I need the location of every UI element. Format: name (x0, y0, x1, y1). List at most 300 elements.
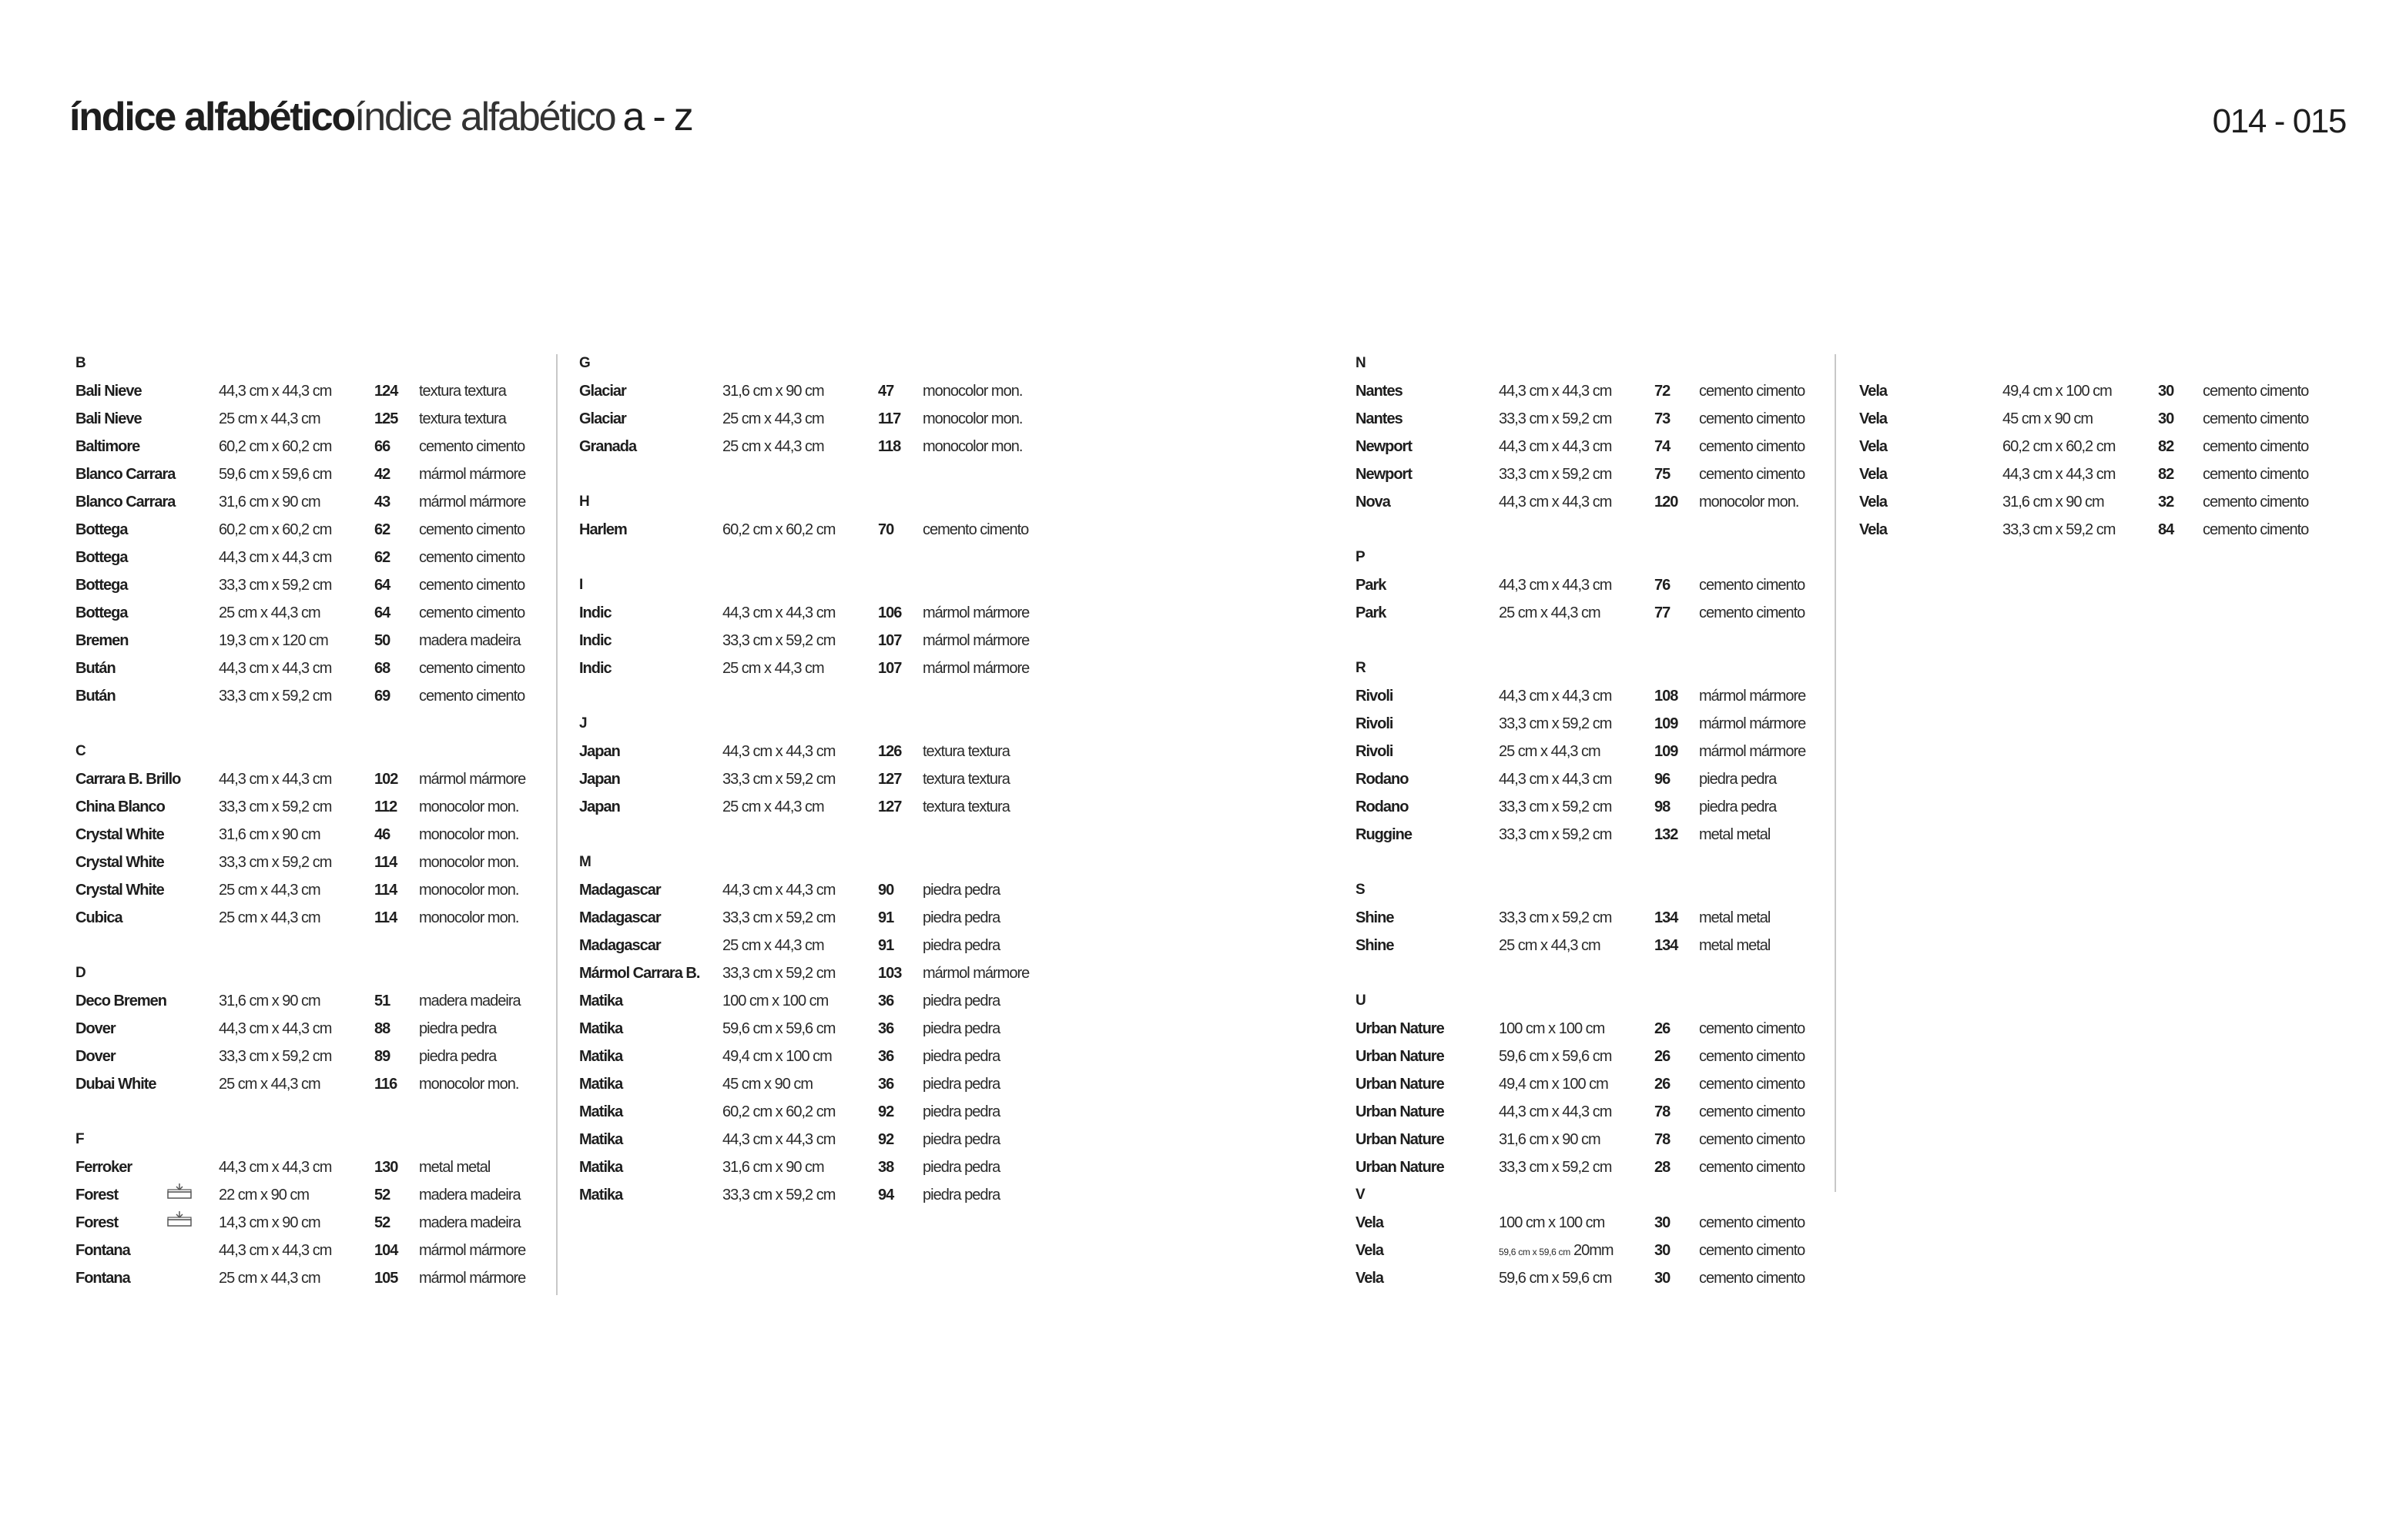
product-name: Shine (1356, 909, 1394, 926)
section-letter: H (579, 494, 590, 510)
material: cemento cimento (1699, 466, 1805, 483)
product-size: 44,3 cm x 44,3 cm (1499, 771, 1612, 788)
product-name: Bali Nieve (75, 410, 142, 427)
index-row (75, 599, 525, 627)
page-number: 77 (1654, 604, 1671, 621)
index-row (579, 654, 1030, 682)
product-size: 33,3 cm x 59,2 cm (2002, 521, 2116, 538)
product-size: 25 cm x 44,3 cm (722, 410, 824, 427)
material: cemento cimento (2203, 466, 2309, 483)
page-number: 36 (878, 1048, 894, 1065)
material: cemento cimento (923, 521, 1029, 538)
product-size-small: 59,6 cm x 59,6 cm (1499, 1247, 1570, 1257)
section-letter: F (75, 1131, 85, 1147)
page-number: 64 (374, 577, 390, 594)
material: cemento cimento (1699, 1159, 1805, 1176)
page-number: 50 (374, 632, 390, 649)
material: cemento cimento (419, 438, 525, 455)
product-name: Harlem (579, 521, 627, 538)
page-number: 68 (374, 660, 390, 677)
material: madera madeira (419, 993, 521, 1009)
page-number: 32 (2158, 494, 2174, 511)
product-name: Madagascar (579, 882, 661, 899)
index-row (1356, 738, 1806, 765)
material: mármol mármore (419, 494, 526, 511)
product-size: 25 cm x 44,3 cm (1499, 937, 1600, 954)
material: cemento cimento (1699, 383, 1805, 400)
product-size: 31,6 cm x 90 cm (219, 993, 320, 1009)
material: cemento cimento (419, 577, 525, 594)
product-name: Blanco Carrara (75, 494, 176, 511)
product-size: 31,6 cm x 90 cm (219, 826, 320, 843)
material: mármol mármore (1699, 743, 1806, 760)
product-name: Dover (75, 1020, 116, 1037)
index-column-1 (75, 350, 526, 1292)
product-size: 44,3 cm x 44,3 cm (722, 1131, 836, 1148)
section-letter: D (75, 965, 86, 981)
product-size: 25 cm x 44,3 cm (1499, 743, 1600, 760)
product-size: 33,3 cm x 59,2 cm (722, 909, 836, 926)
product-size: 44,3 cm x 44,3 cm (1499, 494, 1612, 511)
section-spacer (579, 460, 591, 488)
product-size: 25 cm x 44,3 cm (219, 604, 320, 621)
material: mármol mármore (419, 466, 526, 483)
page-number: 70 (878, 521, 894, 538)
index-row (75, 1209, 521, 1237)
product-name: Bremen (75, 632, 129, 649)
index-row (75, 1043, 497, 1070)
product-name: Indic (579, 604, 612, 621)
product-size: 44,3 cm x 44,3 cm (1499, 438, 1612, 455)
index-section (579, 571, 1030, 682)
section-letter: V (1356, 1187, 1366, 1203)
material: metal metal (1699, 937, 1771, 954)
material: piedra pedra (923, 937, 1000, 954)
index-row (1356, 710, 1806, 738)
material: piedra pedra (923, 1187, 1000, 1204)
index-row (75, 544, 525, 571)
material: cemento cimento (1699, 1103, 1805, 1120)
page-number: 72 (1654, 383, 1671, 400)
page-number: 124 (374, 383, 398, 400)
product-name: Vela (1356, 1242, 1384, 1259)
page-number: 103 (878, 965, 902, 982)
product-size: 44,3 cm x 44,3 cm (722, 882, 836, 899)
material: cemento cimento (1699, 1076, 1805, 1093)
index-row (579, 433, 1023, 460)
page-number: 130 (374, 1159, 398, 1176)
product-name: Matika (579, 993, 623, 1009)
page-number: 94 (878, 1187, 894, 1204)
index-section (1356, 350, 1805, 516)
product-name: Bottega (75, 549, 128, 566)
index-row (1356, 1153, 1805, 1181)
product-name: Rivoli (1356, 688, 1393, 705)
product-name: Matika (579, 1187, 623, 1204)
product-name: Matika (579, 1020, 623, 1037)
page-number: 102 (374, 771, 398, 788)
section-spacer (579, 544, 591, 571)
material: cemento cimento (1699, 1131, 1805, 1148)
page-number: 62 (374, 521, 390, 538)
page-number: 38 (878, 1159, 894, 1176)
product-name: Vela (1859, 521, 1888, 538)
index-column-2 (579, 350, 1030, 1209)
page-number: 26 (1654, 1076, 1671, 1093)
product-name: Glaciar (579, 383, 626, 400)
index-row (579, 765, 1010, 793)
product-size: 25 cm x 44,3 cm (219, 882, 320, 899)
product-name: Crystal White (75, 854, 164, 871)
product-size: 44,3 cm x 44,3 cm (219, 660, 332, 677)
section-spacer (579, 682, 591, 710)
index-row (1356, 793, 1777, 821)
material: metal metal (1699, 826, 1771, 843)
title-bold: índice alfabético (69, 95, 355, 139)
material: cemento cimento (2203, 494, 2309, 511)
index-row (75, 460, 526, 488)
page-number: 36 (878, 993, 894, 1009)
product-name: Ferroker (75, 1159, 132, 1176)
index-row (579, 904, 1000, 932)
product-size: 33,3 cm x 59,2 cm (1499, 909, 1612, 926)
index-section (1356, 544, 1805, 627)
product-size-suffix: 20mm (1573, 1242, 1614, 1259)
material: cemento cimento (2203, 410, 2309, 427)
section-letter: J (579, 715, 588, 732)
section-letter: B (75, 355, 86, 371)
material: piedra pedra (1699, 771, 1777, 788)
section-letter: S (1356, 882, 1366, 898)
index-section (75, 959, 521, 1098)
index-row (579, 793, 1010, 821)
page-number: 82 (2158, 438, 2174, 455)
index-row (579, 627, 1030, 654)
product-name: Urban Nature (1356, 1131, 1444, 1148)
material: cemento cimento (419, 521, 525, 538)
product-size: 60,2 cm x 60,2 cm (219, 521, 332, 538)
page-title (69, 97, 692, 137)
product-size: 31,6 cm x 90 cm (2002, 494, 2104, 511)
page-number: 66 (374, 438, 390, 455)
page-number: 107 (878, 632, 902, 649)
page-number: 42 (374, 466, 390, 483)
product-name: Vela (1859, 383, 1888, 400)
page-number: 105 (374, 1270, 398, 1287)
product-size: 59,6 cm x 59,6 cm (219, 466, 332, 483)
index-section (579, 488, 1029, 544)
page-number: 52 (374, 1214, 390, 1231)
product-size: 33,3 cm x 59,2 cm (722, 632, 836, 649)
product-size: 44,3 cm x 44,3 cm (219, 771, 332, 788)
product-size: 59,6 cm x 59,6 cm (1499, 1270, 1612, 1287)
product-name: Newport (1356, 438, 1412, 455)
material: mármol mármore (1699, 688, 1806, 705)
product-name: Crystal White (75, 826, 164, 843)
product-name: Nantes (1356, 410, 1402, 427)
product-size: 33,3 cm x 59,2 cm (1499, 410, 1612, 427)
material: monocolor mon. (923, 438, 1023, 455)
product-size: 33,3 cm x 59,2 cm (1499, 826, 1612, 843)
product-size (1499, 1237, 1614, 1266)
page-numbers: 014 - 015 (2212, 102, 2346, 140)
index-row (579, 1126, 1000, 1153)
material: piedra pedra (923, 909, 1000, 926)
index-row (579, 599, 1030, 627)
material: mármol mármore (923, 965, 1030, 982)
product-name: Dubai White (75, 1076, 156, 1093)
product-size: 100 cm x 100 cm (1499, 1214, 1605, 1231)
product-name: Ruggine (1356, 826, 1412, 843)
product-name: Granada (579, 438, 637, 455)
page-number: 90 (878, 882, 894, 899)
material: monocolor mon. (419, 909, 519, 926)
material: cemento cimento (419, 660, 525, 677)
page-number: 134 (1654, 937, 1678, 954)
index-row (579, 1015, 1000, 1043)
product-size: 45 cm x 90 cm (2002, 410, 2093, 427)
product-name: Japan (579, 798, 620, 815)
product-name: Bután (75, 660, 116, 677)
index-row (75, 876, 519, 904)
index-row (75, 793, 519, 821)
material: monocolor mon. (419, 826, 519, 843)
page-number: 104 (374, 1242, 398, 1259)
product-name: Crystal White (75, 882, 164, 899)
product-name: Vela (1859, 494, 1888, 511)
index-row (579, 1098, 1000, 1126)
page-number: 91 (878, 909, 894, 926)
product-name: Bali Nieve (75, 383, 142, 400)
page-number: 134 (1654, 909, 1678, 926)
material: piedra pedra (923, 1131, 1000, 1148)
material: piedra pedra (923, 882, 1000, 899)
product-size: 100 cm x 100 cm (722, 993, 829, 1009)
product-name: Forest (75, 1214, 119, 1231)
material: piedra pedra (923, 993, 1000, 1009)
product-name: Urban Nature (1356, 1020, 1444, 1037)
page-number: 108 (1654, 688, 1678, 705)
page-number: 82 (2158, 466, 2174, 483)
product-name: Park (1356, 604, 1386, 621)
product-size: 22 cm x 90 cm (219, 1187, 310, 1204)
page-number: 107 (878, 660, 902, 677)
product-size: 44,3 cm x 44,3 cm (219, 549, 332, 566)
material: cemento cimento (2203, 521, 2309, 538)
index-row (75, 765, 526, 793)
material: piedra pedra (923, 1048, 1000, 1065)
product-size: 59,6 cm x 59,6 cm (722, 1020, 836, 1037)
page-number: 127 (878, 771, 902, 788)
index-row (75, 849, 519, 876)
product-name: Cubica (75, 909, 122, 926)
index-section (75, 1126, 526, 1292)
product-size: 33,3 cm x 59,2 cm (1499, 798, 1612, 815)
product-size: 25 cm x 44,3 cm (219, 1076, 320, 1093)
section-spacer (1356, 627, 1366, 654)
product-size: 100 cm x 100 cm (1499, 1020, 1605, 1037)
page-number: 127 (878, 798, 902, 815)
product-name: Vela (1356, 1270, 1384, 1287)
section-spacer (579, 821, 591, 849)
index-section (1356, 876, 1771, 959)
index-row (579, 987, 1000, 1015)
index-row (579, 738, 1010, 765)
index-row (1356, 488, 1799, 516)
product-name: Nantes (1356, 383, 1402, 400)
material: piedra pedra (923, 1159, 1000, 1176)
page-number: 120 (1654, 494, 1678, 511)
page-number: 30 (1654, 1242, 1671, 1259)
index-row (1356, 821, 1771, 849)
material: cemento cimento (1699, 438, 1805, 455)
index-row (1356, 571, 1805, 599)
material: mármol mármore (419, 1270, 526, 1287)
product-size: 33,3 cm x 59,2 cm (219, 577, 332, 594)
page-number: 84 (2158, 521, 2174, 538)
product-name: Fontana (75, 1242, 130, 1259)
product-name: Rodano (1356, 798, 1409, 815)
product-size: 59,6 cm x 59,6 cm (1499, 1048, 1612, 1065)
material: textura textura (923, 771, 1010, 788)
product-name: Fontana (75, 1270, 130, 1287)
index-row (75, 904, 519, 932)
material: textura textura (923, 743, 1010, 760)
page-number: 96 (1654, 771, 1671, 788)
index-row (1356, 405, 1805, 433)
material: monocolor mon. (419, 882, 519, 899)
product-size: 44,3 cm x 44,3 cm (1499, 577, 1612, 594)
material: textura textura (419, 383, 506, 400)
product-name: Nova (1356, 494, 1390, 511)
index-section (1356, 1181, 1805, 1292)
material: piedra pedra (923, 1076, 1000, 1093)
index-row (75, 1015, 497, 1043)
product-size: 25 cm x 44,3 cm (722, 798, 824, 815)
product-size: 49,4 cm x 100 cm (722, 1048, 832, 1065)
title-az: a - z (622, 95, 692, 139)
material: piedra pedra (923, 1020, 1000, 1037)
product-name: Bottega (75, 521, 128, 538)
index-row (75, 654, 525, 682)
page-number: 62 (374, 549, 390, 566)
product-name: Bottega (75, 604, 128, 621)
page-number: 89 (374, 1048, 390, 1065)
page-number: 114 (374, 909, 397, 926)
index-row (1356, 377, 1805, 405)
section-spacer (75, 710, 85, 738)
product-name: Madagascar (579, 909, 661, 926)
material: textura textura (923, 798, 1010, 815)
index-row (75, 1181, 521, 1209)
material: mármol mármore (923, 660, 1030, 677)
page-number: 28 (1654, 1159, 1671, 1176)
index-row (1356, 599, 1805, 627)
page-number: 52 (374, 1187, 390, 1204)
index-row (75, 433, 525, 460)
index-section (579, 849, 1030, 1209)
product-size: 44,3 cm x 44,3 cm (1499, 383, 1612, 400)
product-size: 33,3 cm x 59,2 cm (1499, 715, 1612, 732)
index-row (1356, 932, 1771, 959)
product-size: 44,3 cm x 44,3 cm (1499, 688, 1612, 705)
product-size: 25 cm x 44,3 cm (219, 909, 320, 926)
material: mármol mármore (923, 632, 1030, 649)
material: cemento cimento (1699, 604, 1805, 621)
product-name: Vela (1859, 466, 1888, 483)
material: cemento cimento (419, 688, 525, 705)
page-number: 117 (878, 410, 901, 427)
material: cemento cimento (2203, 438, 2309, 455)
material: monocolor mon. (419, 798, 519, 815)
product-size: 31,6 cm x 90 cm (722, 1159, 824, 1176)
page-number: 43 (374, 494, 390, 511)
index-row (1356, 1264, 1805, 1292)
index-row (579, 405, 1023, 433)
page-number: 106 (878, 604, 902, 621)
index-row (579, 1153, 1000, 1181)
index-row (1356, 460, 1805, 488)
page-number: 51 (374, 993, 390, 1009)
product-name: Mármol Carrara B. (579, 965, 700, 982)
material: mármol mármore (419, 771, 526, 788)
index-row (75, 1237, 526, 1264)
product-size: 31,6 cm x 90 cm (219, 494, 320, 511)
material: textura textura (419, 410, 506, 427)
page-number: 30 (1654, 1214, 1671, 1231)
product-size: 14,3 cm x 90 cm (219, 1214, 320, 1231)
product-size: 60,2 cm x 60,2 cm (2002, 438, 2116, 455)
product-size: 49,4 cm x 100 cm (2002, 383, 2112, 400)
product-size: 33,3 cm x 59,2 cm (722, 965, 836, 982)
product-name: Matika (579, 1103, 623, 1120)
product-size: 44,3 cm x 44,3 cm (722, 604, 836, 621)
product-size: 33,3 cm x 59,2 cm (722, 1187, 836, 1204)
material: monocolor mon. (923, 383, 1023, 400)
index-row (75, 405, 506, 433)
title-light: índice alfabético (354, 95, 615, 139)
index-row (1356, 1070, 1805, 1098)
product-name: Vela (1356, 1214, 1384, 1231)
index-row (75, 377, 506, 405)
product-name: Japan (579, 743, 620, 760)
page-number: 30 (2158, 383, 2174, 400)
index-row (1356, 1098, 1805, 1126)
product-size: 44,3 cm x 44,3 cm (219, 1020, 332, 1037)
product-size: 25 cm x 44,3 cm (1499, 604, 1600, 621)
index-row (75, 627, 521, 654)
product-size: 44,3 cm x 44,3 cm (2002, 466, 2116, 483)
index-row (1356, 1237, 1805, 1264)
index-row (75, 682, 525, 710)
page-number: 126 (878, 743, 902, 760)
index-row (75, 821, 519, 849)
product-name: Dover (75, 1048, 116, 1065)
product-name: Bottega (75, 577, 128, 594)
thickness-icon (166, 1181, 193, 1198)
index-row (1356, 1209, 1805, 1237)
product-size: 19,3 cm x 120 cm (219, 632, 328, 649)
index-row (1356, 682, 1806, 710)
material: cemento cimento (2203, 383, 2309, 400)
product-name: Vela (1859, 410, 1888, 427)
index-column-3 (1356, 350, 1806, 1292)
material: cemento cimento (1699, 1020, 1805, 1037)
index-row (1356, 433, 1805, 460)
index-row (579, 876, 1000, 904)
page-number: 92 (878, 1131, 894, 1148)
product-size: 60,2 cm x 60,2 cm (722, 521, 836, 538)
